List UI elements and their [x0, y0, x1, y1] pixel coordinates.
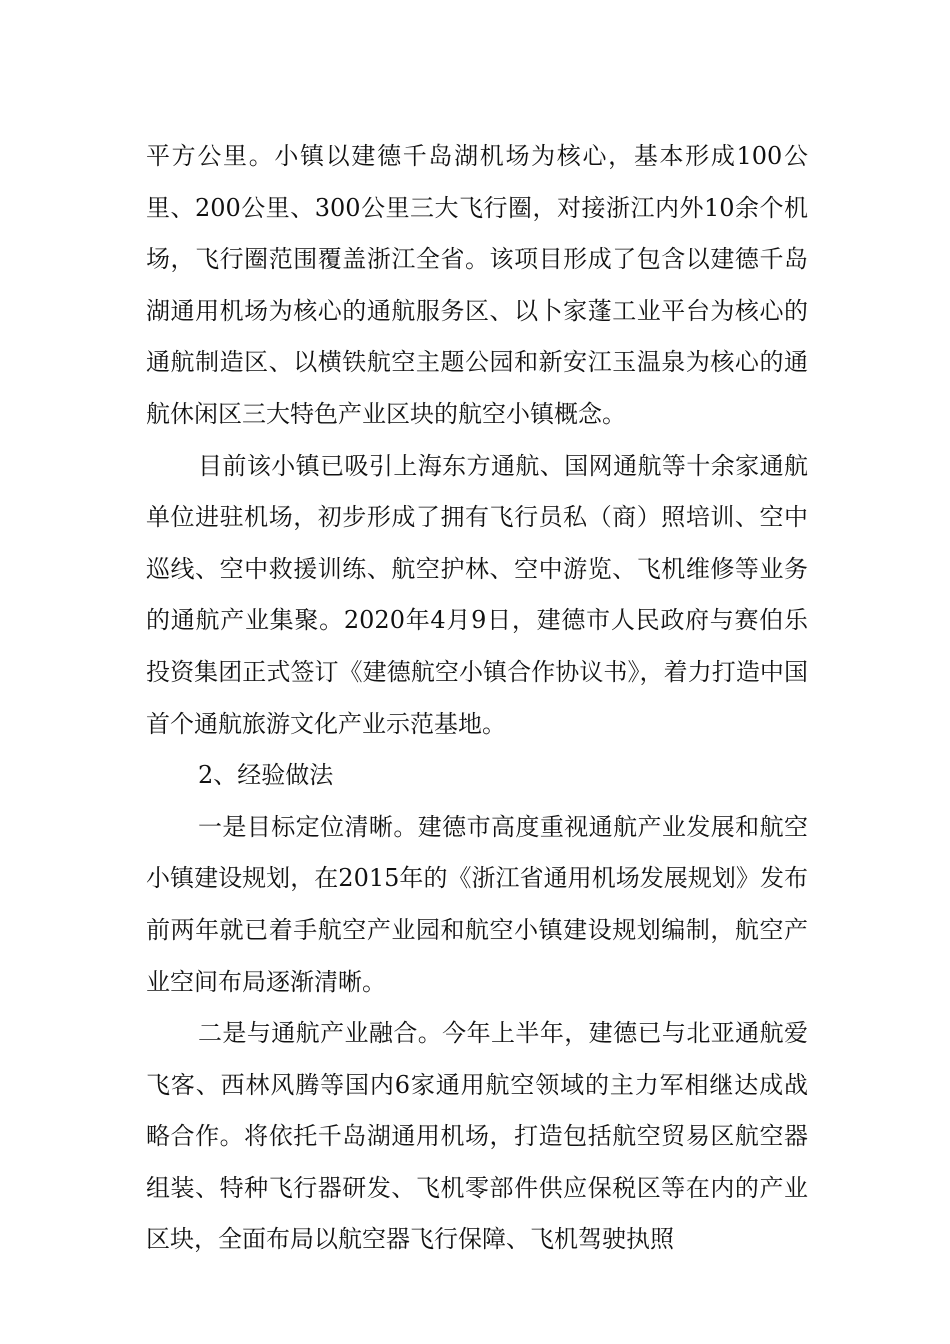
paragraph-town-overview: 平方公里。小镇以建德千岛湖机场为核心，基本形成100公里、200公里、300公里三大飞行圈，对接浙江内外10余个机场，飞行圈范围覆盖浙江全省。该项目形成了包含以建德千岛湖通用机场为核心的通航服务区、以卜家蓬工业平台为核心的通航制造区、以横铁航空主题公园和新安江玉温泉为核心的通航休闲区三大特色产业区块的航空小镇概念。: [146, 142, 808, 428]
section-heading-experience: 2、经验做法: [198, 761, 334, 790]
paragraph-goal-positioning: 一是目标定位清晰。建德市高度重视通航产业发展和航空小镇建设规划，在2015年的《浙江省通用机场发展规划》发布前两年就已着手航空产业园和航空小镇建设规划编制，航空产业空间布局逐渐清晰。: [146, 812, 808, 996]
paragraph-industry-integration: 二是与通航产业融合。今年上半年，建德已与北亚通航爱飞客、西林风腾等国内6家通用航空领域的主力军相继达成战略合作。将依托千岛湖通用机场，打造包括航空贸易区航空器组装、特种飞行器研发、飞机零部件供应保税区等在内的产业区块，全面布局以航空器飞行保障、飞机驾驶执照: [146, 1019, 808, 1254]
document-body: [146, 131, 808, 1266]
paragraph-current-status: 目前该小镇已吸引上海东方通航、国网通航等十余家通航单位进驻机场，初步形成了拥有飞行员私（商）照培训、空中巡线、空中救援训练、航空护林、空中游览、飞机维修等业务的通航产业集聚。2020年4月9日，建德市人民政府与赛伯乐投资集团正式签订《建德航空小镇合作协议书》，着力打造中国首个通航旅游文化产业示范基地。: [146, 451, 808, 738]
